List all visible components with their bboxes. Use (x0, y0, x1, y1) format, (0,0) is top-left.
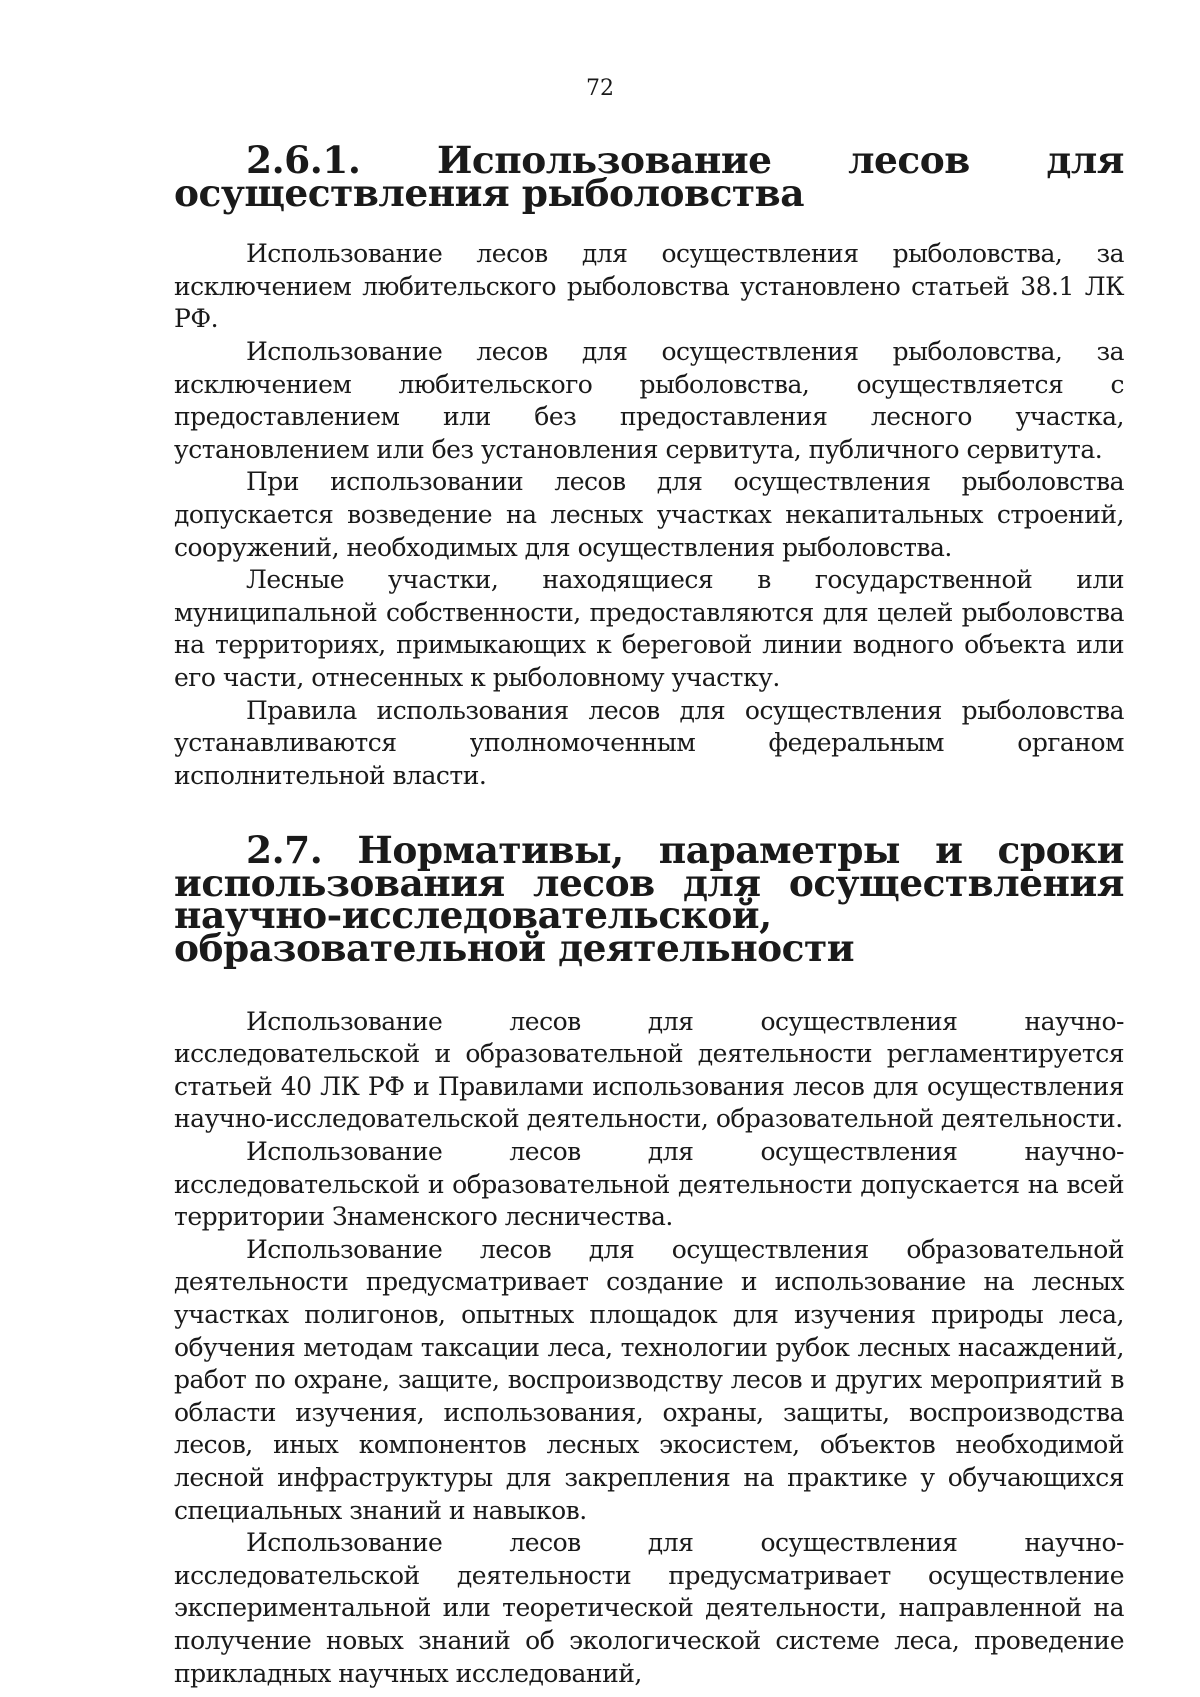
paragraph: Использование лесов для осуществления рыболовства, за исключением любительского рыболовства установлено статьей 38.1 ЛК РФ. (174, 239, 1124, 334)
paragraph: Использование лесов для осуществления рыболовства, за исключением любительского рыболовства, осуществляется с предоставлением или без предоставления лесного участка, установлением или без установления сервитута, публичного сервитута. (174, 336, 1124, 464)
paragraph: Использование лесов для осуществления научно-исследовательской деятельности предусматривает осуществление экспериментальной или теоретической деятельности, направленной на получение новых знаний об экологической системе леса, проведение прикладных научных исследований, (174, 1528, 1124, 1688)
paragraph: Лесные участки, находящиеся в государственной или муниципальной собственности, предоставляются для целей рыболовства на территориях, примыкающих к береговой линии водного объекта или его части, отнесенных к рыболовному участку. (174, 565, 1124, 692)
paragraph: Использование лесов для осуществления научно-исследовательской и образовательной деятельности допускается на всей территории Знаменского лесничества. (174, 1137, 1124, 1232)
section-heading-2-7: 2.7. Нормативы, параметры и сроки использования лесов для осуществления научно-исследовательской, образовательной деятельности (174, 828, 1124, 971)
paragraph: Использование лесов для осуществления научно-исследовательской и образовательной деятельности регламентируется статьей 40 ЛК РФ и Правилами использования лесов для осуществления научно-исследовательской деятельности, образовательной деятельности. (174, 1006, 1124, 1134)
paragraph: При использовании лесов для осуществления рыболовства допускается возведение на лесных участках некапитальных строений, сооружений, необходимых для осуществления рыболовства. (174, 467, 1124, 562)
paragraph: Правила использования лесов для осуществления рыболовства устанавливаются уполномоченным федеральным органом исполнительной власти. (174, 695, 1124, 790)
paragraph: Использование лесов для осуществления образовательной деятельности предусматривает создание и использование на лесных участках полигонов, опытных площадок для изучения природы леса, обучения методам таксации леса, технологии рубок лесных насаждений, работ по охране, защите, воспроизводству лесов и других мероприятий в области изучения, использования, охраны, защиты, воспроизводства лесов, иных компонентов лесных экосистем, объектов необходимой лесной инфраструктуры для закрепления на практике у обучающихся специальных знаний и навыков. (174, 1234, 1124, 1525)
page-number: 72 (586, 76, 614, 101)
page-content (174, 138, 1124, 1690)
section-heading-2-6-1: 2.6.1. Использование лесов для осуществления рыболовства (174, 138, 1124, 215)
